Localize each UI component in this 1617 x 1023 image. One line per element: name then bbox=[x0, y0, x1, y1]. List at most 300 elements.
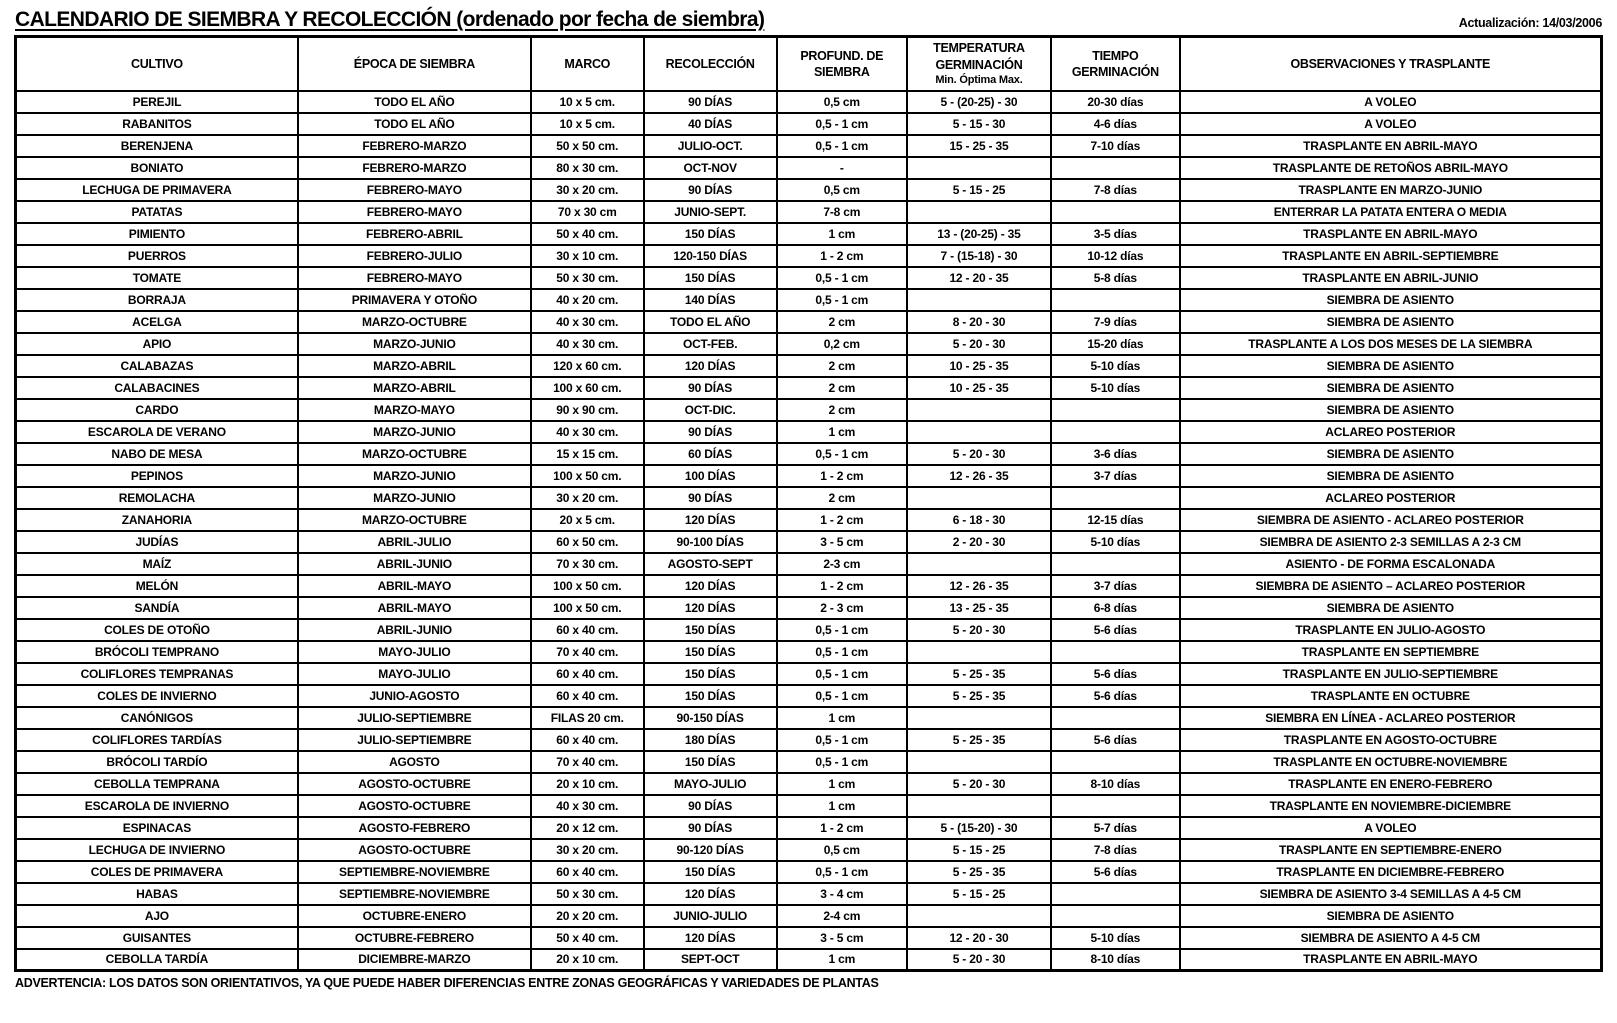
table-cell: ENTERRAR LA PATATA ENTERA O MEDIA bbox=[1180, 201, 1602, 223]
table-cell: 90 DÍAS bbox=[644, 377, 777, 399]
table-cell: 2 cm bbox=[777, 399, 907, 421]
table-cell: 12-15 días bbox=[1051, 509, 1179, 531]
table-cell: 20 x 20 cm. bbox=[531, 905, 644, 927]
table-cell: 150 DÍAS bbox=[644, 685, 777, 707]
table-cell: RABANITOS bbox=[16, 113, 298, 135]
table-cell: 3 - 4 cm bbox=[777, 883, 907, 905]
table-cell: SIEMBRA DE ASIENTO bbox=[1180, 377, 1602, 399]
table-row bbox=[16, 927, 1602, 949]
table-row bbox=[16, 729, 1602, 751]
table-cell: 2-4 cm bbox=[777, 905, 907, 927]
table-row bbox=[16, 685, 1602, 707]
table-cell: ESPINACAS bbox=[16, 817, 298, 839]
table-cell: 1 cm bbox=[777, 949, 907, 971]
table-cell: AGOSTO-OCTUBRE bbox=[298, 773, 531, 795]
table-row bbox=[16, 751, 1602, 773]
table-cell bbox=[907, 707, 1051, 729]
table-cell: CALABACINES bbox=[16, 377, 298, 399]
col-header-temperatura-label: TEMPERATURA GERMINACIÓN bbox=[933, 41, 1025, 72]
table-cell: 5-6 días bbox=[1051, 729, 1179, 751]
table-cell: PIMIENTO bbox=[16, 223, 298, 245]
update-date: Actualización: 14/03/2006 bbox=[1458, 16, 1602, 30]
table-cell: 5 - 25 - 35 bbox=[907, 663, 1051, 685]
table-cell: 0,5 - 1 cm bbox=[777, 729, 907, 751]
table-cell bbox=[907, 905, 1051, 927]
table-cell: 2 cm bbox=[777, 377, 907, 399]
table-cell: 12 - 26 - 35 bbox=[907, 575, 1051, 597]
table-cell: 180 DÍAS bbox=[644, 729, 777, 751]
table-cell: PUERROS bbox=[16, 245, 298, 267]
col-header-tiempo-germinacion: TIEMPO GERMINACIÓN bbox=[1051, 37, 1179, 91]
table-row bbox=[16, 575, 1602, 597]
table-cell: 2-3 cm bbox=[777, 553, 907, 575]
table-cell: TRASPLANTE EN ABRIL-MAYO bbox=[1180, 223, 1602, 245]
table-cell: 1 - 2 cm bbox=[777, 817, 907, 839]
table-cell: BORRAJA bbox=[16, 289, 298, 311]
table-cell: 2 cm bbox=[777, 487, 907, 509]
table-cell: SIEMBRA DE ASIENTO bbox=[1180, 597, 1602, 619]
table-cell bbox=[907, 795, 1051, 817]
table-cell: 12 - 20 - 30 bbox=[907, 927, 1051, 949]
table-cell: COLES DE INVIERNO bbox=[16, 685, 298, 707]
table-cell: 5-10 días bbox=[1051, 355, 1179, 377]
table-row bbox=[16, 773, 1602, 795]
table-cell: FEBRERO-JULIO bbox=[298, 245, 531, 267]
table-row bbox=[16, 487, 1602, 509]
table-cell: 0,2 cm bbox=[777, 333, 907, 355]
table-cell: OCT-FEB. bbox=[644, 333, 777, 355]
table-cell: 100 x 60 cm. bbox=[531, 377, 644, 399]
table-cell: TRASPLANTE EN JULIO-AGOSTO bbox=[1180, 619, 1602, 641]
table-row bbox=[16, 399, 1602, 421]
table-cell: 0,5 - 1 cm bbox=[777, 861, 907, 883]
table-cell: 1 - 2 cm bbox=[777, 465, 907, 487]
table-row bbox=[16, 619, 1602, 641]
table-cell: 0,5 - 1 cm bbox=[777, 289, 907, 311]
table-cell: A VOLEO bbox=[1180, 817, 1602, 839]
table-cell: 10-12 días bbox=[1051, 245, 1179, 267]
table-row bbox=[16, 135, 1602, 157]
table-cell: 7-8 cm bbox=[777, 201, 907, 223]
table-cell bbox=[1051, 201, 1179, 223]
table-cell: ESCAROLA DE VERANO bbox=[16, 421, 298, 443]
table-cell: BONIATO bbox=[16, 157, 298, 179]
table-cell: BERENJENA bbox=[16, 135, 298, 157]
table-cell: 2 - 20 - 30 bbox=[907, 531, 1051, 553]
table-row bbox=[16, 377, 1602, 399]
table-cell bbox=[1051, 905, 1179, 927]
table-cell: COLES DE OTOÑO bbox=[16, 619, 298, 641]
table-cell: JULIO-SEPTIEMBRE bbox=[298, 729, 531, 751]
table-cell: 30 x 20 cm. bbox=[531, 839, 644, 861]
table-cell: 40 DÍAS bbox=[644, 113, 777, 135]
table-cell: 150 DÍAS bbox=[644, 223, 777, 245]
table-row bbox=[16, 157, 1602, 179]
table-cell: ABRIL-MAYO bbox=[298, 597, 531, 619]
table-cell: AGOSTO-OCTUBRE bbox=[298, 839, 531, 861]
table-row bbox=[16, 597, 1602, 619]
table-cell: TODO EL AÑO bbox=[298, 91, 531, 113]
table-cell: FILAS 20 cm. bbox=[531, 707, 644, 729]
table-cell: 0,5 - 1 cm bbox=[777, 135, 907, 157]
footer-warning: ADVERTENCIA: LOS DATOS SON ORIENTATIVOS, YA QUE PUEDE HABER DIFERENCIAS ENTRE ZONAS GEOGRÁFICAS Y VARIEDADES DE PLANTAS bbox=[15, 976, 879, 990]
table-cell: 3-7 días bbox=[1051, 575, 1179, 597]
table-cell: 40 x 30 cm. bbox=[531, 311, 644, 333]
table-cell: 5 - 25 - 35 bbox=[907, 729, 1051, 751]
table-cell: 5 - 15 - 30 bbox=[907, 113, 1051, 135]
table-cell: 2 cm bbox=[777, 355, 907, 377]
table-cell: ZANAHORIA bbox=[16, 509, 298, 531]
table-cell: 90 DÍAS bbox=[644, 487, 777, 509]
table-cell: 60 x 40 cm. bbox=[531, 663, 644, 685]
col-header-recoleccion: RECOLECCIÓN bbox=[644, 37, 777, 91]
table-cell: 120 DÍAS bbox=[644, 509, 777, 531]
table-cell bbox=[907, 487, 1051, 509]
table-cell: SIEMBRA DE ASIENTO – ACLAREO POSTERIOR bbox=[1180, 575, 1602, 597]
table-row bbox=[16, 839, 1602, 861]
table-cell: CEBOLLA TEMPRANA bbox=[16, 773, 298, 795]
table-cell bbox=[1051, 795, 1179, 817]
table-cell bbox=[1051, 751, 1179, 773]
col-header-epoca-siembra: ÉPOCA DE SIEMBRA bbox=[298, 37, 531, 91]
table-cell: JULIO-SEPTIEMBRE bbox=[298, 707, 531, 729]
table-cell: 70 x 40 cm. bbox=[531, 641, 644, 663]
table-cell: 1 - 2 cm bbox=[777, 509, 907, 531]
table-cell bbox=[907, 157, 1051, 179]
table-cell: SEPT-OCT bbox=[644, 949, 777, 971]
table-cell: TRASPLANTE EN AGOSTO-OCTUBRE bbox=[1180, 729, 1602, 751]
table-cell: 120 DÍAS bbox=[644, 355, 777, 377]
table-cell: MARZO-OCTUBRE bbox=[298, 311, 531, 333]
table-cell: 0,5 - 1 cm bbox=[777, 641, 907, 663]
table-cell: 60 x 40 cm. bbox=[531, 729, 644, 751]
table-cell: OCTUBRE-ENERO bbox=[298, 905, 531, 927]
col-header-observaciones-trasplante: OBSERVACIONES Y TRASPLANTE bbox=[1180, 37, 1602, 91]
table-cell: 7-8 días bbox=[1051, 839, 1179, 861]
table-cell: MAÍZ bbox=[16, 553, 298, 575]
table-cell: PATATAS bbox=[16, 201, 298, 223]
table-cell: SIEMBRA DE ASIENTO 2-3 SEMILLAS A 2-3 CM bbox=[1180, 531, 1602, 553]
table-row bbox=[16, 223, 1602, 245]
table-cell bbox=[1051, 157, 1179, 179]
table-cell: 2 - 3 cm bbox=[777, 597, 907, 619]
table-cell bbox=[907, 201, 1051, 223]
table-cell bbox=[1051, 289, 1179, 311]
table-cell: 8 - 20 - 30 bbox=[907, 311, 1051, 333]
table-cell: 13 - 25 - 35 bbox=[907, 597, 1051, 619]
table-cell: 10 x 5 cm. bbox=[531, 91, 644, 113]
table-cell: AGOSTO-OCTUBRE bbox=[298, 795, 531, 817]
table-cell: 1 cm bbox=[777, 707, 907, 729]
table-cell: 1 cm bbox=[777, 223, 907, 245]
table-row bbox=[16, 663, 1602, 685]
table-cell: TRASPLANTE EN ABRIL-SEPTIEMBRE bbox=[1180, 245, 1602, 267]
table-cell: 7-10 días bbox=[1051, 135, 1179, 157]
table-cell: ABRIL-JUNIO bbox=[298, 553, 531, 575]
table-cell: 10 - 25 - 35 bbox=[907, 377, 1051, 399]
table-cell: SIEMBRA EN LÍNEA - ACLAREO POSTERIOR bbox=[1180, 707, 1602, 729]
table-cell: 5-7 días bbox=[1051, 817, 1179, 839]
table-cell: ASIENTO - DE FORMA ESCALONADA bbox=[1180, 553, 1602, 575]
table-cell: 70 x 40 cm. bbox=[531, 751, 644, 773]
table-row bbox=[16, 333, 1602, 355]
table-row bbox=[16, 267, 1602, 289]
table-cell: ACLAREO POSTERIOR bbox=[1180, 487, 1602, 509]
title-row bbox=[14, 8, 1603, 32]
table-cell: 90 DÍAS bbox=[644, 421, 777, 443]
table-cell bbox=[907, 421, 1051, 443]
table-cell: TRASPLANTE EN SEPTIEMBRE bbox=[1180, 641, 1602, 663]
table-cell: 70 x 30 cm bbox=[531, 201, 644, 223]
table-cell: CARDO bbox=[16, 399, 298, 421]
table-row bbox=[16, 113, 1602, 135]
table-cell: 5-10 días bbox=[1051, 377, 1179, 399]
table-cell: 150 DÍAS bbox=[644, 751, 777, 773]
table-cell: 0,5 - 1 cm bbox=[777, 685, 907, 707]
table-cell: 1 cm bbox=[777, 795, 907, 817]
table-cell: BRÓCOLI TEMPRANO bbox=[16, 641, 298, 663]
table-cell: 13 - (20-25) - 35 bbox=[907, 223, 1051, 245]
table-cell: FEBRERO-ABRIL bbox=[298, 223, 531, 245]
table-cell: ABRIL-JULIO bbox=[298, 531, 531, 553]
table-cell: MARZO-JUNIO bbox=[298, 333, 531, 355]
table-cell: CEBOLLA TARDÍA bbox=[16, 949, 298, 971]
table-row bbox=[16, 905, 1602, 927]
table-cell: 150 DÍAS bbox=[644, 267, 777, 289]
sowing-calendar-table bbox=[14, 35, 1603, 972]
table-cell: 60 x 40 cm. bbox=[531, 685, 644, 707]
table-cell: 1 cm bbox=[777, 773, 907, 795]
table-cell: 90 DÍAS bbox=[644, 91, 777, 113]
table-cell: SIEMBRA DE ASIENTO bbox=[1180, 355, 1602, 377]
table-cell: PEREJIL bbox=[16, 91, 298, 113]
table-cell: 1 - 2 cm bbox=[777, 575, 907, 597]
table-cell: SANDÍA bbox=[16, 597, 298, 619]
table-cell bbox=[1051, 421, 1179, 443]
table-cell bbox=[1051, 487, 1179, 509]
table-cell: 50 x 30 cm. bbox=[531, 267, 644, 289]
table-cell: 90 DÍAS bbox=[644, 795, 777, 817]
table-cell: SIEMBRA DE ASIENTO bbox=[1180, 311, 1602, 333]
table-cell: 140 DÍAS bbox=[644, 289, 777, 311]
table-cell: SIEMBRA DE ASIENTO A 4-5 CM bbox=[1180, 927, 1602, 949]
table-cell: SIEMBRA DE ASIENTO bbox=[1180, 905, 1602, 927]
table-cell: 120 DÍAS bbox=[644, 883, 777, 905]
table-cell: 5 - 20 - 30 bbox=[907, 773, 1051, 795]
table-cell: MARZO-MAYO bbox=[298, 399, 531, 421]
table-cell bbox=[907, 641, 1051, 663]
table-cell: 3-6 días bbox=[1051, 443, 1179, 465]
table-row bbox=[16, 553, 1602, 575]
table-cell: 100 x 50 cm. bbox=[531, 465, 644, 487]
table-row bbox=[16, 861, 1602, 883]
table-cell: 100 x 50 cm. bbox=[531, 575, 644, 597]
table-cell: AGOSTO-SEPT bbox=[644, 553, 777, 575]
table-cell: ABRIL-MAYO bbox=[298, 575, 531, 597]
table-cell: 80 x 30 cm. bbox=[531, 157, 644, 179]
table-cell: 5-6 días bbox=[1051, 685, 1179, 707]
table-row bbox=[16, 641, 1602, 663]
table-cell: 5 - 15 - 25 bbox=[907, 179, 1051, 201]
table-cell: 5 - 20 - 30 bbox=[907, 443, 1051, 465]
table-cell: 3 - 5 cm bbox=[777, 531, 907, 553]
table-cell: - bbox=[777, 157, 907, 179]
table-cell: DICIEMBRE-MARZO bbox=[298, 949, 531, 971]
table-cell: 120 DÍAS bbox=[644, 575, 777, 597]
table-cell: AGOSTO-FEBRERO bbox=[298, 817, 531, 839]
table-cell: CALABAZAS bbox=[16, 355, 298, 377]
table-cell: SIEMBRA DE ASIENTO bbox=[1180, 465, 1602, 487]
table-cell: 5 - (20-25) - 30 bbox=[907, 91, 1051, 113]
table-cell: TRASPLANTE EN NOVIEMBRE-DICIEMBRE bbox=[1180, 795, 1602, 817]
table-cell: APIO bbox=[16, 333, 298, 355]
table-cell: 5 - 20 - 30 bbox=[907, 949, 1051, 971]
table-cell: 60 x 40 cm. bbox=[531, 619, 644, 641]
col-header-cultivo: CULTIVO bbox=[16, 37, 298, 91]
table-cell: 30 x 20 cm. bbox=[531, 487, 644, 509]
table-cell: 3 - 5 cm bbox=[777, 927, 907, 949]
table-cell: 100 x 50 cm. bbox=[531, 597, 644, 619]
table-row bbox=[16, 245, 1602, 267]
table-cell: MARZO-OCTUBRE bbox=[298, 509, 531, 531]
header-row bbox=[16, 37, 1602, 91]
table-cell: NABO DE MESA bbox=[16, 443, 298, 465]
table-cell: SIEMBRA DE ASIENTO 3-4 SEMILLAS A 4-5 CM bbox=[1180, 883, 1602, 905]
table-cell: 7-9 días bbox=[1051, 311, 1179, 333]
table-cell: 70 x 30 cm. bbox=[531, 553, 644, 575]
table-row bbox=[16, 531, 1602, 553]
table-cell: 120-150 DÍAS bbox=[644, 245, 777, 267]
table-cell: MELÓN bbox=[16, 575, 298, 597]
table-row bbox=[16, 355, 1602, 377]
table-cell: 0,5 - 1 cm bbox=[777, 267, 907, 289]
table-cell: FEBRERO-MARZO bbox=[298, 135, 531, 157]
col-header-temperatura-sublabel: Min. Óptima Max. bbox=[935, 73, 1023, 86]
table-cell: 3-7 días bbox=[1051, 465, 1179, 487]
table-cell: TRASPLANTE EN ABRIL-MAYO bbox=[1180, 949, 1602, 971]
table-cell: TRASPLANTE EN MARZO-JUNIO bbox=[1180, 179, 1602, 201]
table-cell: A VOLEO bbox=[1180, 113, 1602, 135]
table-row bbox=[16, 443, 1602, 465]
table-cell: SIEMBRA DE ASIENTO bbox=[1180, 289, 1602, 311]
table-cell: 60 x 40 cm. bbox=[531, 861, 644, 883]
table-cell: 15-20 días bbox=[1051, 333, 1179, 355]
table-cell: ABRIL-JUNIO bbox=[298, 619, 531, 641]
table-cell: SIEMBRA DE ASIENTO - ACLAREO POSTERIOR bbox=[1180, 509, 1602, 531]
table-cell bbox=[1051, 553, 1179, 575]
table-cell: GUISANTES bbox=[16, 927, 298, 949]
table-cell: 20-30 días bbox=[1051, 91, 1179, 113]
table-cell: 15 - 25 - 35 bbox=[907, 135, 1051, 157]
table-cell: COLES DE PRIMAVERA bbox=[16, 861, 298, 883]
table-cell: BRÓCOLI TARDÍO bbox=[16, 751, 298, 773]
col-header-temperatura-germinacion bbox=[907, 37, 1051, 91]
table-cell: TRASPLANTE EN JULIO-SEPTIEMBRE bbox=[1180, 663, 1602, 685]
table-cell: OCT-NOV bbox=[644, 157, 777, 179]
table-cell: MARZO-JUNIO bbox=[298, 421, 531, 443]
table-cell: 120 x 60 cm. bbox=[531, 355, 644, 377]
table-cell: AGOSTO bbox=[298, 751, 531, 773]
table-cell: TRASPLANTE EN ENERO-FEBRERO bbox=[1180, 773, 1602, 795]
table-cell: 90-150 DÍAS bbox=[644, 707, 777, 729]
col-header-profundidad-siembra: PROFUND. DE SIEMBRA bbox=[777, 37, 907, 91]
table-cell: 5-8 días bbox=[1051, 267, 1179, 289]
table-cell: 30 x 10 cm. bbox=[531, 245, 644, 267]
table-cell: 15 x 15 cm. bbox=[531, 443, 644, 465]
table-cell: 0,5 - 1 cm bbox=[777, 619, 907, 641]
table-cell: 10 x 5 cm. bbox=[531, 113, 644, 135]
table-cell: JUNIO-AGOSTO bbox=[298, 685, 531, 707]
table-cell: 40 x 30 cm. bbox=[531, 795, 644, 817]
table-row bbox=[16, 465, 1602, 487]
table-cell: 50 x 30 cm. bbox=[531, 883, 644, 905]
table-cell: 50 x 50 cm. bbox=[531, 135, 644, 157]
table-cell: 8-10 días bbox=[1051, 949, 1179, 971]
table-cell: SIEMBRA DE ASIENTO bbox=[1180, 443, 1602, 465]
table-row bbox=[16, 509, 1602, 531]
table-cell: 100 DÍAS bbox=[644, 465, 777, 487]
table-cell: 90 DÍAS bbox=[644, 817, 777, 839]
table-cell: 30 x 20 cm. bbox=[531, 179, 644, 201]
table-cell: 12 - 20 - 35 bbox=[907, 267, 1051, 289]
table-cell: 0,5 - 1 cm bbox=[777, 663, 907, 685]
table-cell: FEBRERO-MARZO bbox=[298, 157, 531, 179]
table-cell bbox=[907, 399, 1051, 421]
table-row bbox=[16, 421, 1602, 443]
table-cell bbox=[907, 289, 1051, 311]
table-cell: 5 - 15 - 25 bbox=[907, 883, 1051, 905]
table-cell: 90 DÍAS bbox=[644, 179, 777, 201]
table-cell: LECHUGA DE PRIMAVERA bbox=[16, 179, 298, 201]
table-cell: ESCAROLA DE INVIERNO bbox=[16, 795, 298, 817]
table-cell: 5 - (15-20) - 30 bbox=[907, 817, 1051, 839]
table-cell bbox=[1051, 399, 1179, 421]
table-cell: 6-8 días bbox=[1051, 597, 1179, 619]
table-row bbox=[16, 311, 1602, 333]
table-cell: COLIFLORES TEMPRANAS bbox=[16, 663, 298, 685]
table-cell: 20 x 10 cm. bbox=[531, 949, 644, 971]
table-cell: TRASPLANTE EN OCTUBRE bbox=[1180, 685, 1602, 707]
table-cell: TOMATE bbox=[16, 267, 298, 289]
table-cell: 8-10 días bbox=[1051, 773, 1179, 795]
table-row bbox=[16, 795, 1602, 817]
table-cell: 150 DÍAS bbox=[644, 619, 777, 641]
table-cell: TRASPLANTE EN ABRIL-JUNIO bbox=[1180, 267, 1602, 289]
table-cell: TRASPLANTE DE RETOÑOS ABRIL-MAYO bbox=[1180, 157, 1602, 179]
table-cell: TODO EL AÑO bbox=[298, 113, 531, 135]
table-cell: FEBRERO-MAYO bbox=[298, 201, 531, 223]
table-cell: 150 DÍAS bbox=[644, 663, 777, 685]
table-row bbox=[16, 289, 1602, 311]
table-cell: TODO EL AÑO bbox=[644, 311, 777, 333]
table-cell: REMOLACHA bbox=[16, 487, 298, 509]
table-cell: 1 cm bbox=[777, 421, 907, 443]
table-cell: A VOLEO bbox=[1180, 91, 1602, 113]
table-cell: 50 x 40 cm. bbox=[531, 927, 644, 949]
table-cell: 0,5 cm bbox=[777, 179, 907, 201]
table-cell: 0,5 - 1 cm bbox=[777, 751, 907, 773]
table-row bbox=[16, 707, 1602, 729]
table-cell: TRASPLANTE A LOS DOS MESES DE LA SIEMBRA bbox=[1180, 333, 1602, 355]
table-cell: SEPTIEMBRE-NOVIEMBRE bbox=[298, 861, 531, 883]
table-cell: JULIO-OCT. bbox=[644, 135, 777, 157]
table-cell: TRASPLANTE EN OCTUBRE-NOVIEMBRE bbox=[1180, 751, 1602, 773]
table-cell: COLIFLORES TARDÍAS bbox=[16, 729, 298, 751]
table-cell: 10 - 25 - 35 bbox=[907, 355, 1051, 377]
table-cell: PEPINOS bbox=[16, 465, 298, 487]
page-title: CALENDARIO DE SIEMBRA Y RECOLECCIÓN (ordenado por fecha de siembra) bbox=[15, 8, 765, 31]
table-cell: 7 - (15-18) - 30 bbox=[907, 245, 1051, 267]
